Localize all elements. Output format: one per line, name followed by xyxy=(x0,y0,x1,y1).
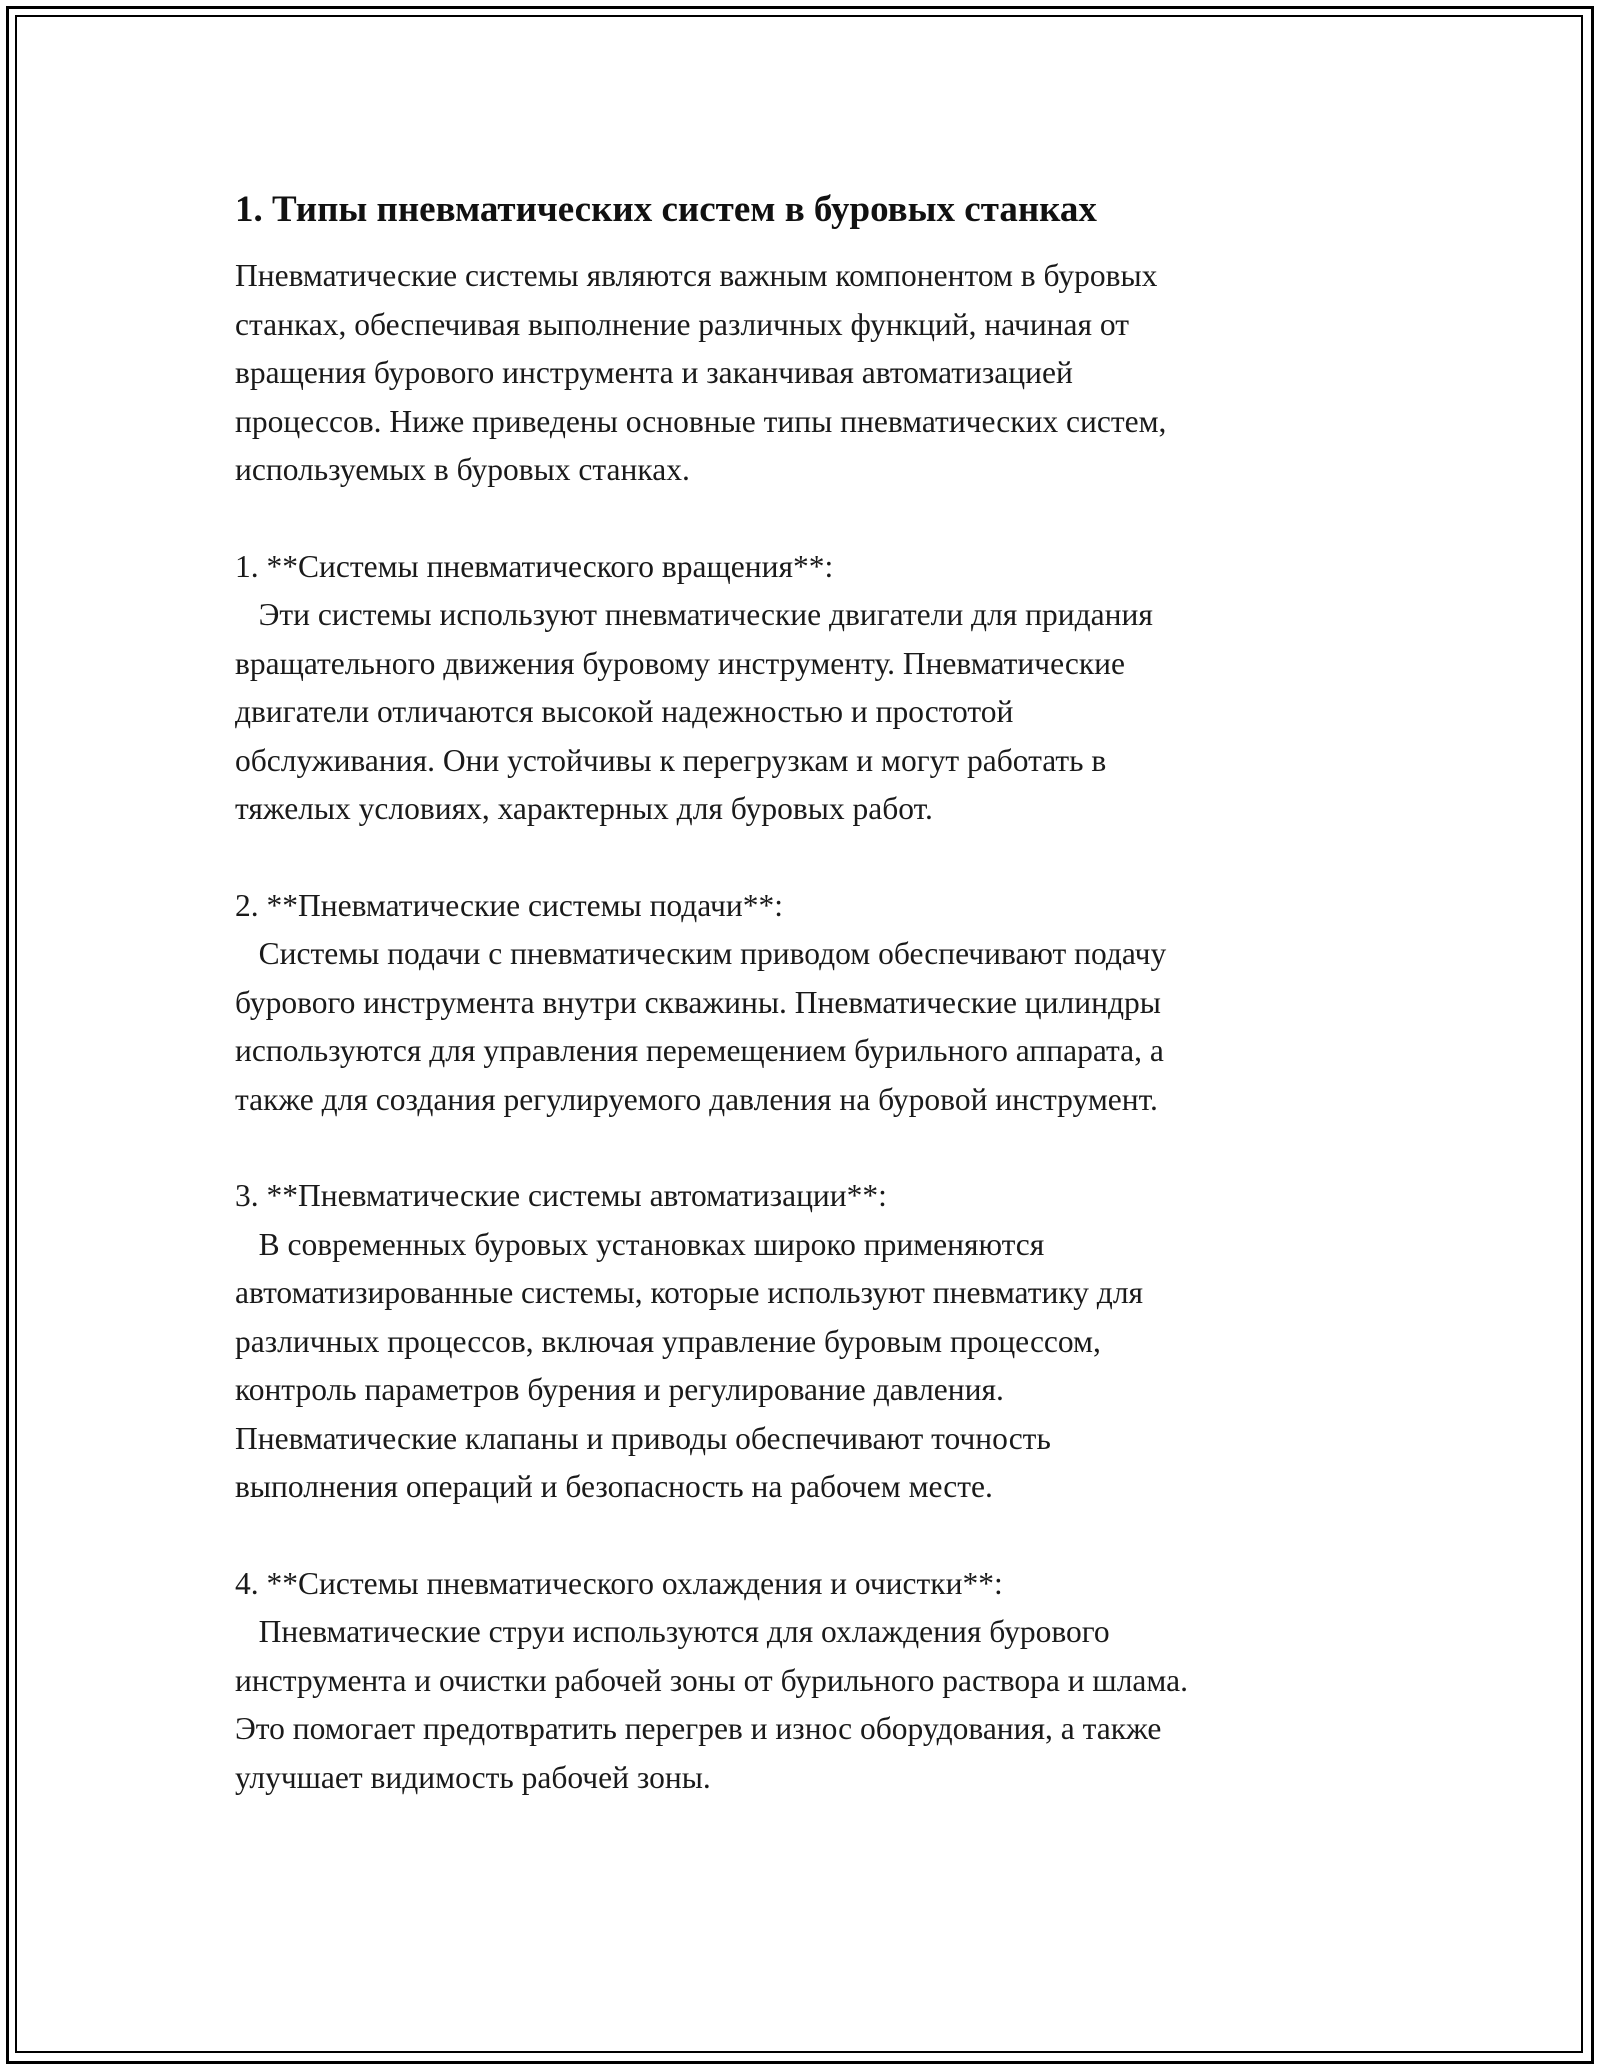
section-body: В современных буровых установках широко применяются автоматизированные системы, которые используют пневматику для различных процессов, включая управление буровым процессом, контроль параметров бурения и регулирование давления. Пневматические клапаны и приводы обеспечивают точность выполнения операций и безопасность на рабочем месте. xyxy=(235,1226,1144,1504)
section-heading: 4. **Системы пневматического охлаждения и очистки**: xyxy=(235,1565,1003,1601)
document-title: 1. Типы пневматических систем в буровых станках xyxy=(235,189,1097,230)
section-body: Эти системы используют пневматические двигатели для придания вращательного движения буровому инструменту. Пневматические двигатели отличаются высокой надежностью и простотой обслуживания. Они устойчивы к перегрузкам и могут работать в тяжелых условиях, характерных для буровых работ. xyxy=(235,597,1153,826)
section-body: Пневматические струи используются для охлаждения бурового инструмента и очистки рабочей зоны от бурильного раствора и шлама. Это помогает предотвратить перегрев и износ оборудования, а также улучшает видимость рабочей зоны. xyxy=(235,1614,1188,1795)
section-body: Системы подачи с пневматическим приводом обеспечивают подачу бурового инструмента внутри скважины. Пневматические цилиндры используются для управления перемещением бурильного аппарата, а также для создания регулируемого давления на буровой инструмент. xyxy=(235,936,1167,1117)
section-pneumatic-feed xyxy=(235,882,1385,1125)
section-heading: 3. **Пневматические системы автоматизации**: xyxy=(235,1178,887,1213)
section-pneumatic-rotation xyxy=(235,543,1385,834)
section-pneumatic-cooling xyxy=(235,1560,1385,1803)
section-heading: 2. **Пневматические системы подачи**: xyxy=(235,887,783,923)
section-pneumatic-automation xyxy=(235,1172,1385,1512)
intro-paragraph: Пневматические системы являются важным компонентом в буровых станках, обеспечивая выполнение различных функций, начиная от вращения бурового инструмента и заканчивая автоматизацией процессов. Ниже приведены основные типы пневматических систем, используемых в буровых станках. xyxy=(235,258,1167,487)
section-heading: 1. **Системы пневматического вращения**: xyxy=(235,548,834,584)
document-body xyxy=(235,186,1385,1802)
